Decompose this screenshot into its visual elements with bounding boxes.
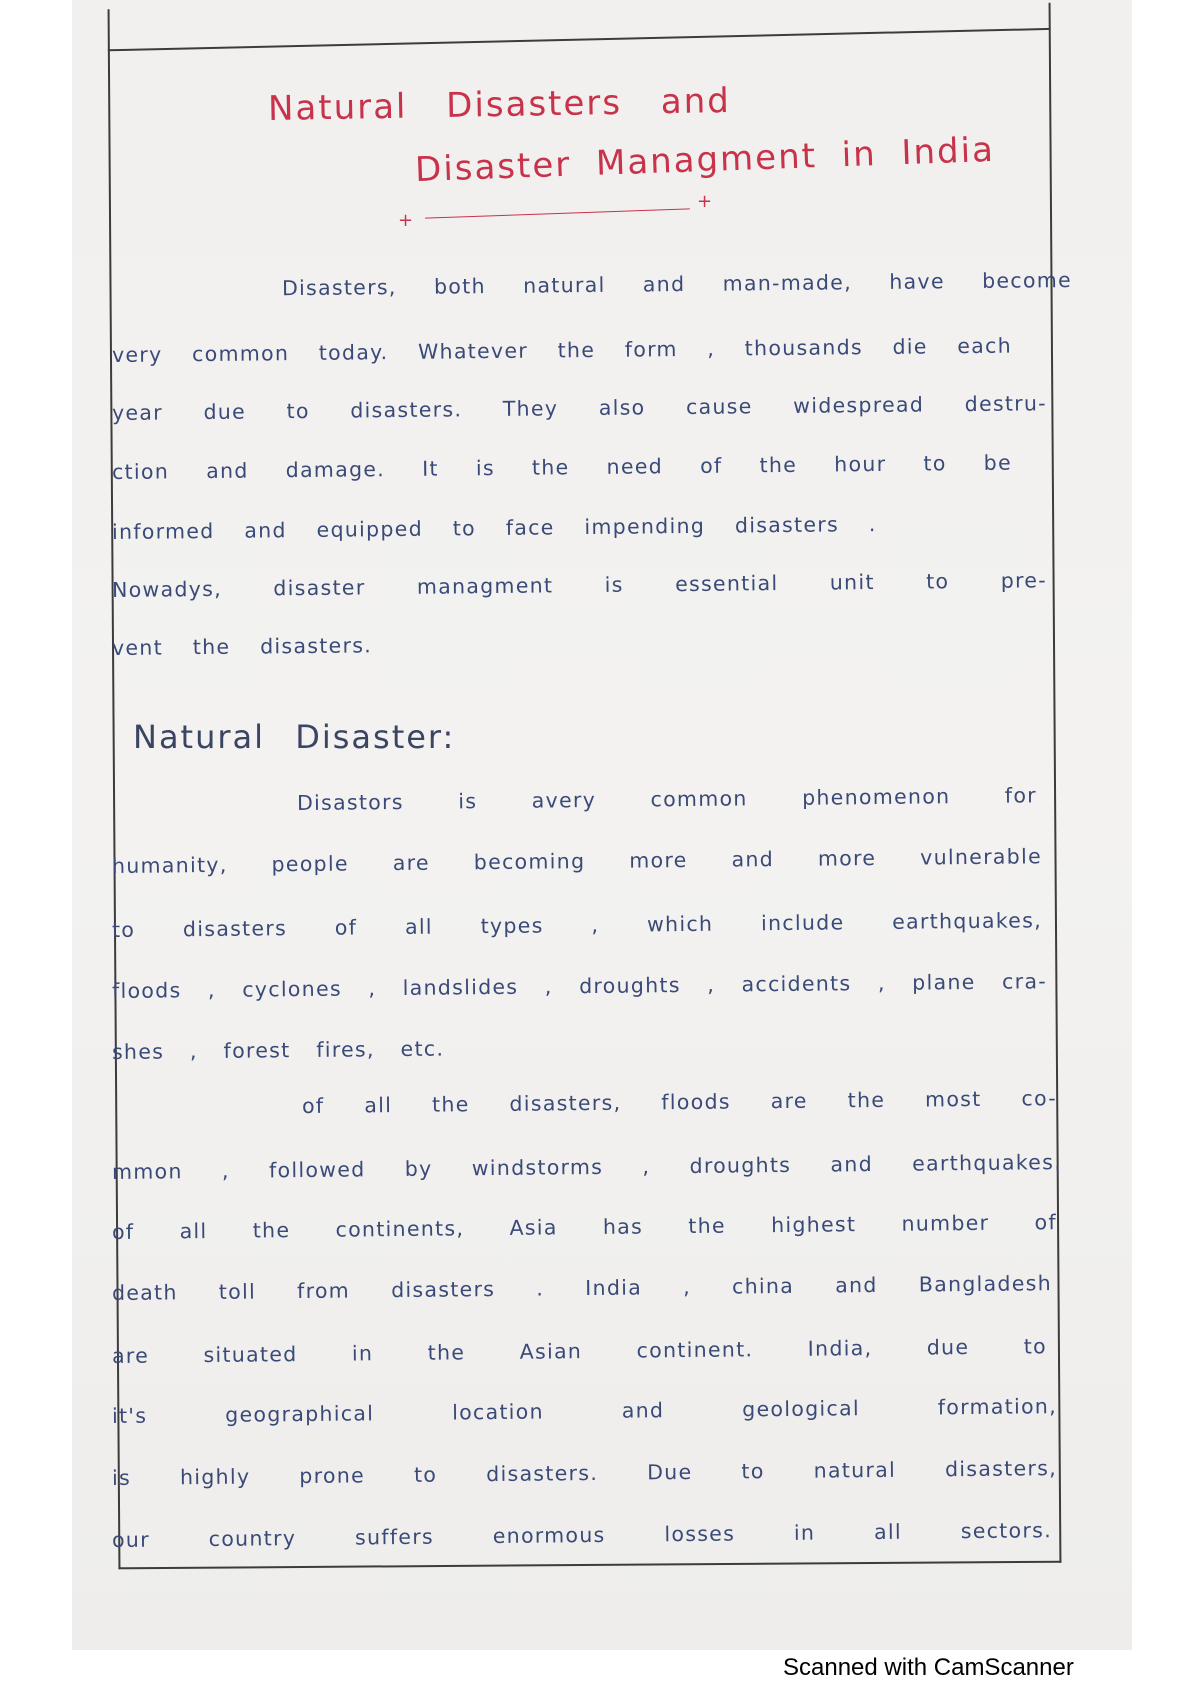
paragraph-line: it's geographical location and geological formation, <box>111 1394 1058 1428</box>
rule-plus-left: + <box>398 210 414 231</box>
intro-line: Nowadys, disaster managment is essential unit to pre- <box>111 568 1048 602</box>
paragraph-line: humanity, people are becoming more and more vulnerable <box>111 844 1043 878</box>
title-line-1: Natural Disasters and <box>267 80 732 130</box>
section-heading: Natural Disaster: <box>133 718 456 756</box>
paragraph-line: of all the disasters, floods are the most co- <box>301 1086 1058 1119</box>
intro-line: Disasters, both natural and man-made, have become <box>281 267 1073 301</box>
paragraph-line: are situated in the Asian continent. India, due to <box>111 1334 1048 1368</box>
scanner-watermark: Scanned with CamScanner <box>783 1654 1074 1681</box>
paragraph-line: our country suffers enormous losses in all sectors. <box>111 1518 1053 1552</box>
intro-line: very common today. Whatever the form , thousands die each <box>111 333 1013 367</box>
title-line-2: Disaster Managment in India <box>414 129 996 191</box>
intro-line: ction and damage. It is the need of the hour to be <box>111 450 1013 484</box>
rule-plus-right: + <box>697 191 713 212</box>
paragraph-line: mmon , followed by windstorms , droughts and earthquakes. <box>111 1150 1063 1184</box>
paragraph-line: is highly prone to disasters. Due to natural disasters, <box>111 1456 1058 1490</box>
intro-line: year due to disasters. They also cause widespread destru- <box>111 391 1048 425</box>
paragraph-line: Disastors is avery common phenomenon for <box>296 783 1038 816</box>
paragraph-line: to disasters of all types , which include earthquakes, <box>111 908 1043 942</box>
intro-line: informed and equipped to face impending disasters . <box>111 511 877 544</box>
paragraph-line: floods , cyclones , landslides , droughts , accidents , plane cra- <box>111 969 1048 1003</box>
paragraph-line: death toll from disasters . India , china and Bangladesh <box>111 1271 1053 1305</box>
intro-line: vent the disasters. <box>111 633 373 660</box>
paragraph-line: shes , forest fires, etc. <box>111 1036 445 1064</box>
paragraph-line: of all the continents, Asia has the highest number of <box>111 1210 1058 1244</box>
